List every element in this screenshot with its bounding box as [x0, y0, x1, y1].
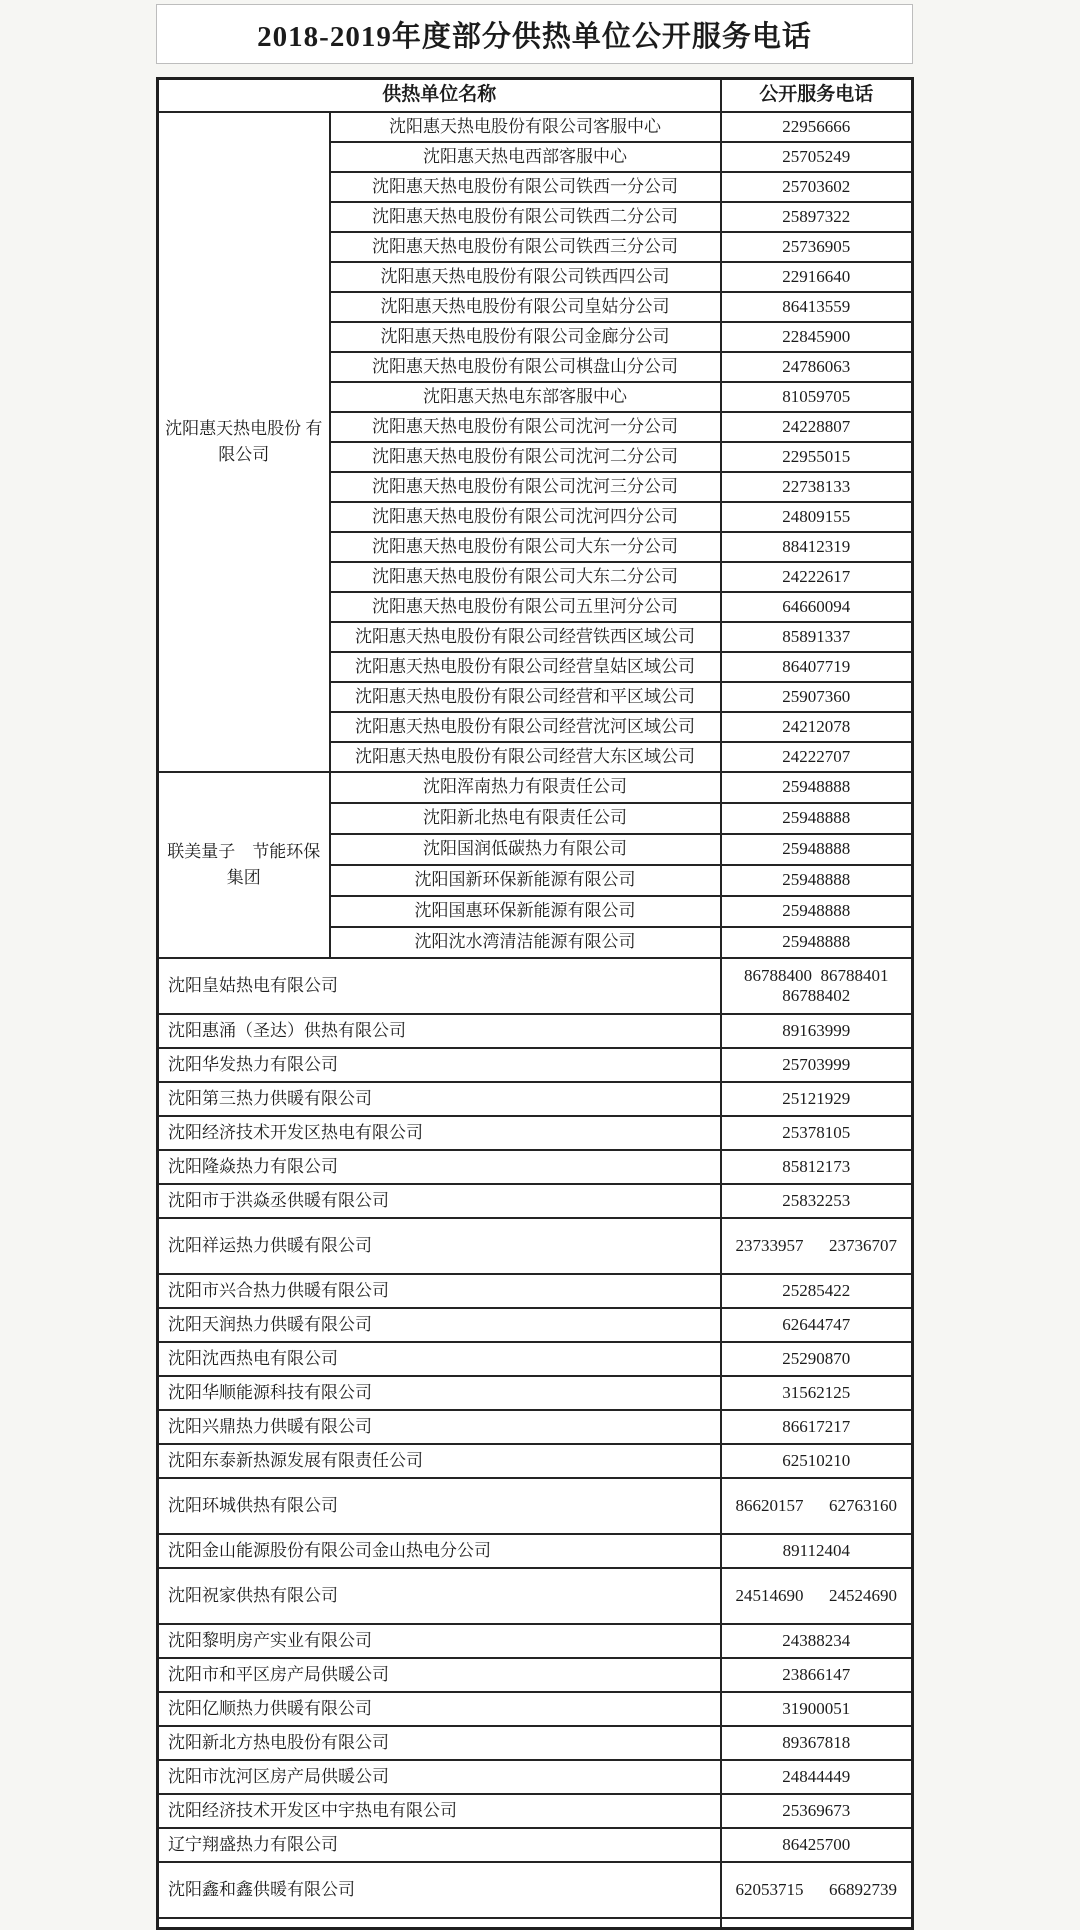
- table-row: [158, 1308, 913, 1342]
- table-row: [158, 1828, 913, 1862]
- table-row: [158, 1014, 913, 1048]
- phone-cell: 24844449: [721, 1760, 913, 1794]
- table-row: [158, 1150, 913, 1184]
- phone-cell: 88412319: [721, 532, 913, 562]
- phone-cell: 22955015: [721, 442, 913, 472]
- phone-cell: 86413559: [721, 292, 913, 322]
- company-cell: 沈阳惠天热电股份有限公司经营和平区域公司: [330, 682, 721, 712]
- table-row: [158, 958, 913, 1014]
- phone-cell: 31900051: [721, 1692, 913, 1726]
- company-cell: 沈阳惠涌（圣达）供热有限公司: [158, 1014, 721, 1048]
- phone-cell: 25290870: [721, 1342, 913, 1376]
- phone-cell: 25948888: [721, 803, 913, 834]
- table-row: [158, 1274, 913, 1308]
- phone-cell: 24212078: [721, 712, 913, 742]
- company-cell: 沈阳惠天热电股份有限公司经营铁西区域公司: [330, 622, 721, 652]
- phone-cell: 22845900: [721, 322, 913, 352]
- phone-cell: 64660094: [721, 592, 913, 622]
- company-cell: 沈阳天润热力供暖有限公司: [158, 1308, 721, 1342]
- phone-cell: 24228807: [721, 412, 913, 442]
- table-row: [158, 1082, 913, 1116]
- phone-cell: 25948888: [721, 896, 913, 927]
- table-row: [158, 1048, 913, 1082]
- phone-cell: 25705249: [721, 142, 913, 172]
- header-row: [158, 79, 913, 113]
- phone-cell: 86620157 62763160: [721, 1478, 913, 1534]
- table-row: [158, 1692, 913, 1726]
- company-cell: 沈阳国惠环保新能源有限公司: [330, 896, 721, 927]
- company-cell: 沈阳惠天热电股份有限公司皇姑分公司: [330, 292, 721, 322]
- company-cell: 沈阳第三热力供暖有限公司: [158, 1082, 721, 1116]
- phone-cell: 23733957 23736707: [721, 1218, 913, 1274]
- group-cell: 联美量子 节能环保集团: [158, 772, 330, 958]
- company-cell: 辽宁翔盛热力有限公司: [158, 1828, 721, 1862]
- phone-cell: 25948888: [721, 834, 913, 865]
- company-cell: 沈阳环城供热有限公司: [158, 1478, 721, 1534]
- phone-cell: 86788400 86788401 86788402: [721, 958, 913, 1014]
- phone-cell: 25832253: [721, 1184, 913, 1218]
- company-cell: 沈阳兴鼎热力供暖有限公司: [158, 1410, 721, 1444]
- company-cell: 沈阳沈西热电有限公司: [158, 1342, 721, 1376]
- phone-cell: 24222617: [721, 562, 913, 592]
- table-row: [158, 112, 913, 142]
- phone-cell: 22956666: [721, 112, 913, 142]
- phone-cell: 89112404: [721, 1534, 913, 1568]
- company-cell: 沈阳惠天热电股份有限公司经营沈河区域公司: [330, 712, 721, 742]
- table-row: [158, 1342, 913, 1376]
- table-row: [158, 1534, 913, 1568]
- company-cell: 沈阳隆焱热力有限公司: [158, 1150, 721, 1184]
- table-row: [158, 1376, 913, 1410]
- table-row: [158, 1568, 913, 1624]
- phone-cell: 25369673: [721, 1794, 913, 1828]
- phone-cell: 25736905: [721, 232, 913, 262]
- phone-cell: 86407719: [721, 652, 913, 682]
- table-row: [158, 1410, 913, 1444]
- group-cell: 沈阳惠天热电股份 有限公司: [158, 112, 330, 772]
- company-cell: 沈阳惠天热电股份有限公司棋盘山分公司: [330, 352, 721, 382]
- header-name: 供热单位名称: [158, 79, 721, 113]
- company-cell: 沈阳惠天热电股份有限公司铁西二分公司: [330, 202, 721, 232]
- phone-table: [156, 77, 914, 1930]
- company-cell: 沈阳惠天热电股份有限公司大东二分公司: [330, 562, 721, 592]
- phone-cell: 24809155: [721, 502, 913, 532]
- company-cell: 沈阳祥运热力供暖有限公司: [158, 1218, 721, 1274]
- company-cell: 沈阳鑫和鑫供暖有限公司: [158, 1862, 721, 1918]
- company-cell: 沈阳新北方热电股份有限公司: [158, 1726, 721, 1760]
- phone-cell: 24222707: [721, 742, 913, 772]
- phone-cell: 22916640: [721, 262, 913, 292]
- company-cell: 沈阳东泰新热源发展有限责任公司: [158, 1444, 721, 1478]
- company-cell: 沈阳惠天热电股份有限公司大东一分公司: [330, 532, 721, 562]
- table-row: [158, 1794, 913, 1828]
- company-cell: 沈阳经济技术开发区热电有限公司: [158, 1116, 721, 1150]
- phone-cell: 89163999: [721, 1014, 913, 1048]
- company-cell: 沈阳惠天热电东部客服中心: [330, 382, 721, 412]
- phone-cell: 25897322: [721, 202, 913, 232]
- table-row: [158, 1444, 913, 1478]
- phone-cell: 25948888: [721, 865, 913, 896]
- phone-cell: 24514690 24524690: [721, 1568, 913, 1624]
- company-cell: 沈阳亿顺热力供暖有限公司: [158, 1692, 721, 1726]
- table-row: [158, 1184, 913, 1218]
- table-row: [158, 1218, 913, 1274]
- phone-cell: 22738133: [721, 472, 913, 502]
- table-row: [158, 1862, 913, 1918]
- phone-cell: 24388234: [721, 1624, 913, 1658]
- company-cell: 沈阳华顺能源科技有限公司: [158, 1376, 721, 1410]
- phone-cell: 25378105: [721, 1116, 913, 1150]
- company-cell: 沈阳金山能源股份有限公司金山热电分公司: [158, 1534, 721, 1568]
- company-cell: 沈阳惠天热电股份有限公司客服中心: [330, 112, 721, 142]
- phone-cell: 25703602: [721, 172, 913, 202]
- company-cell: 沈阳皇姑热电有限公司: [158, 958, 721, 1014]
- company-cell: 沈阳惠天热电股份有限公司铁西一分公司: [330, 172, 721, 202]
- table-row: [158, 1726, 913, 1760]
- phone-cell: 24786063: [721, 352, 913, 382]
- company-cell: 沈阳惠天热电股份有限公司沈河四分公司: [330, 502, 721, 532]
- table-row: [158, 1760, 913, 1794]
- table-row: [158, 1624, 913, 1658]
- phone-cell: 85812173: [721, 1150, 913, 1184]
- company-cell: 沈阳国新环保新能源有限公司: [330, 865, 721, 896]
- phone-cell: 25948888: [721, 927, 913, 958]
- company-cell: 沈阳惠天热电股份有限公司铁西四公司: [330, 262, 721, 292]
- phone-cell: 86425700: [721, 1828, 913, 1862]
- company-cell: 沈阳市兴合热力供暖有限公司: [158, 1274, 721, 1308]
- phone-cell: 62510210: [721, 1444, 913, 1478]
- company-cell: 沈阳经济技术开发区中宇热电有限公司: [158, 1794, 721, 1828]
- company-cell: 沈阳惠天热电股份有限公司沈河二分公司: [330, 442, 721, 472]
- page-title: 2018-2019年度部分供热单位公开服务电话: [156, 4, 913, 64]
- phone-cell: 25285422: [721, 1274, 913, 1308]
- phone-cell: 89367818: [721, 1726, 913, 1760]
- company-cell: 沈阳惠天热电股份有限公司经营大东区域公司: [330, 742, 721, 772]
- table-row: [158, 1116, 913, 1150]
- phone-table-body: [158, 79, 913, 1929]
- phone-cell: 25948888: [721, 772, 913, 803]
- company-cell: 沈阳祝家供热有限公司: [158, 1568, 721, 1624]
- company-cell: 沈阳市于洪焱丞供暖有限公司: [158, 1184, 721, 1218]
- phone-cell: 62053715 66892739: [721, 1862, 913, 1918]
- phone-cell: 25907360: [721, 682, 913, 712]
- table-row: [158, 772, 913, 803]
- company-cell: 沈阳浑南热力有限责任公司: [330, 772, 721, 803]
- company-cell: 沈阳惠天热电西部客服中心: [330, 142, 721, 172]
- company-cell: 沈阳华发热力有限公司: [158, 1048, 721, 1082]
- phone-cell: 81059705: [721, 382, 913, 412]
- company-cell: 沈阳市和平区房产局供暖公司: [158, 1658, 721, 1692]
- phone-cell: 85891337: [721, 622, 913, 652]
- header-phone: 公开服务电话: [721, 79, 913, 113]
- company-cell: 沈阳新北热电有限责任公司: [330, 803, 721, 834]
- table-row: [158, 1478, 913, 1534]
- company-cell: 沈阳惠天热电股份有限公司沈河一分公司: [330, 412, 721, 442]
- company-cell: 沈阳惠天热电股份有限公司金廊分公司: [330, 322, 721, 352]
- document-page: [156, 4, 913, 1930]
- phone-cell: 23866147: [721, 1658, 913, 1692]
- phone-cell: 25121929: [721, 1082, 913, 1116]
- company-cell: 沈阳黎明房产实业有限公司: [158, 1624, 721, 1658]
- phone-cell: 86617217: [721, 1410, 913, 1444]
- company-cell: 沈阳沈水湾清洁能源有限公司: [330, 927, 721, 958]
- table-row: [158, 1658, 913, 1692]
- company-cell: 沈阳市沈河区房产局供暖公司: [158, 1760, 721, 1794]
- phone-cell: 25703999: [721, 1048, 913, 1082]
- company-cell: 沈阳惠天热电股份有限公司经营皇姑区域公司: [330, 652, 721, 682]
- company-cell: 沈阳惠天热电股份有限公司五里河分公司: [330, 592, 721, 622]
- company-cell: 沈阳惠天热电股份有限公司铁西三分公司: [330, 232, 721, 262]
- phone-cell: 31562125: [721, 1376, 913, 1410]
- company-cell: 沈阳国润低碳热力有限公司: [330, 834, 721, 865]
- phone-cell: 62644747: [721, 1308, 913, 1342]
- company-cell: 沈阳惠天热电股份有限公司沈河三分公司: [330, 472, 721, 502]
